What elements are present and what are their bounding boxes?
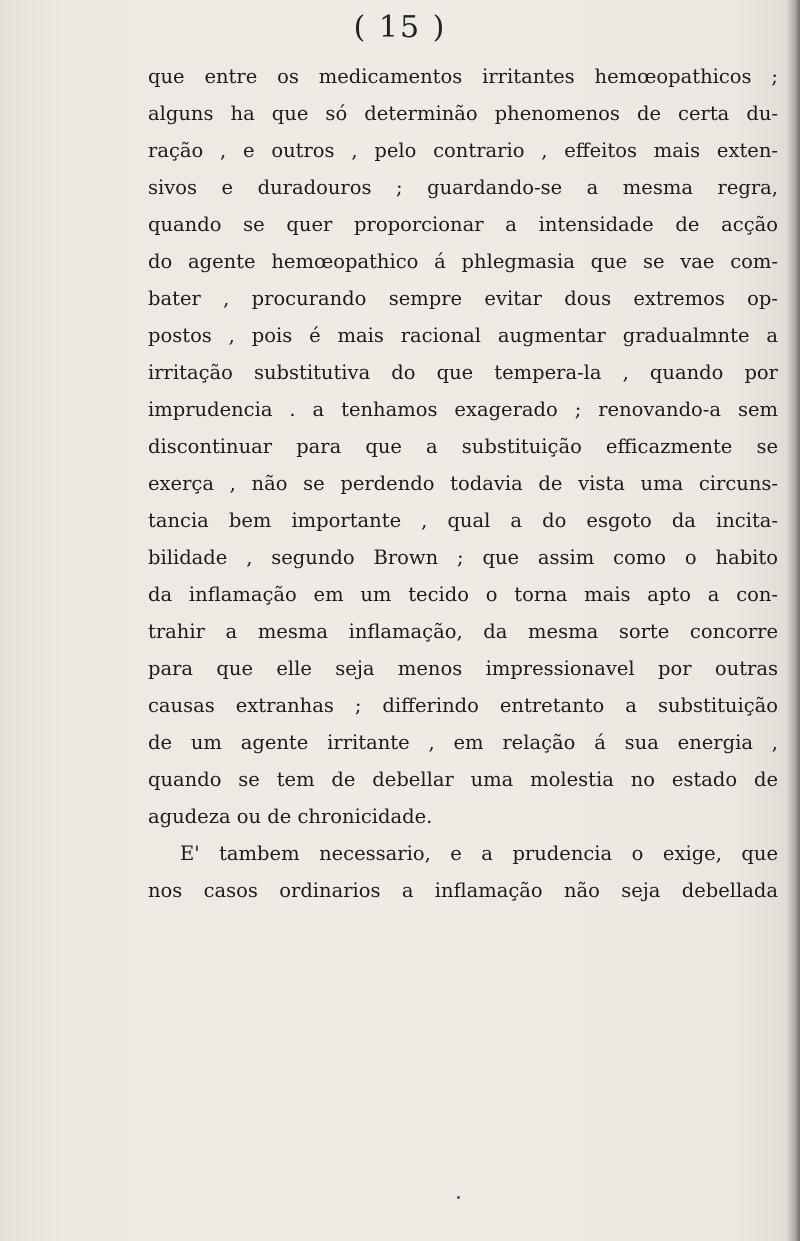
page-edge-shadow (786, 0, 800, 1241)
text-line: postos , pois é mais racional augmentar gradualmnte a (148, 324, 778, 347)
text-line: causas extranhas ; differindo entretanto a substituição (148, 694, 778, 717)
text-line: quando se quer proporcionar a intensidade de acção (148, 213, 778, 236)
text-line: tancia bem importante , qual a do esgoto da incita- (148, 509, 778, 532)
text-line: sivos e duradouros ; guardando-se a mesma regra, (148, 176, 778, 199)
page-number: ( 15 ) (353, 10, 447, 45)
text-line: que entre os medicamentos irritantes hemœopathicos ; (148, 65, 778, 88)
text-line: de um agente irritante , em relação á sua energia , (148, 731, 778, 754)
text-line: bilidade , segundo Brown ; que assim como o habito (148, 546, 778, 569)
paragraph-start-line: E' tambem necessario, e a prudencia o exige, que (180, 842, 778, 865)
text-line: nos casos ordinarios a inflamação não seja debellada (148, 879, 778, 902)
text-line: quando se tem de debellar uma molestia no estado de (148, 768, 778, 791)
text-line: bater , procurando sempre evitar dous extremos op- (148, 287, 778, 310)
text-line: para que elle seja menos impressionavel por outras (148, 657, 778, 680)
text-line: exerça , não se perdendo todavia de vista uma circuns- (148, 472, 778, 495)
text-line: da inflamação em um tecido o torna mais apto a con- (148, 583, 778, 606)
text-line: alguns ha que só determinão phenomenos de certa du- (148, 102, 778, 125)
text-line: ração , e outros , pelo contrario , effeitos mais exten- (148, 139, 778, 162)
text-line: agudeza ou de chronicidade. (148, 805, 433, 828)
text-line: imprudencia . a tenhamos exagerado ; renovando-a sem (148, 398, 778, 421)
ink-speck (457, 1196, 460, 1199)
text-line: discontinuar para que a substituição efficazmente se (148, 435, 778, 458)
text-line: trahir a mesma inflamação, da mesma sorte concorre (148, 620, 778, 643)
text-line: do agente hemœopathico á phlegmasia que se vae com- (148, 250, 778, 273)
text-line: irritação substitutiva do que tempera-la , quando por (148, 361, 778, 384)
